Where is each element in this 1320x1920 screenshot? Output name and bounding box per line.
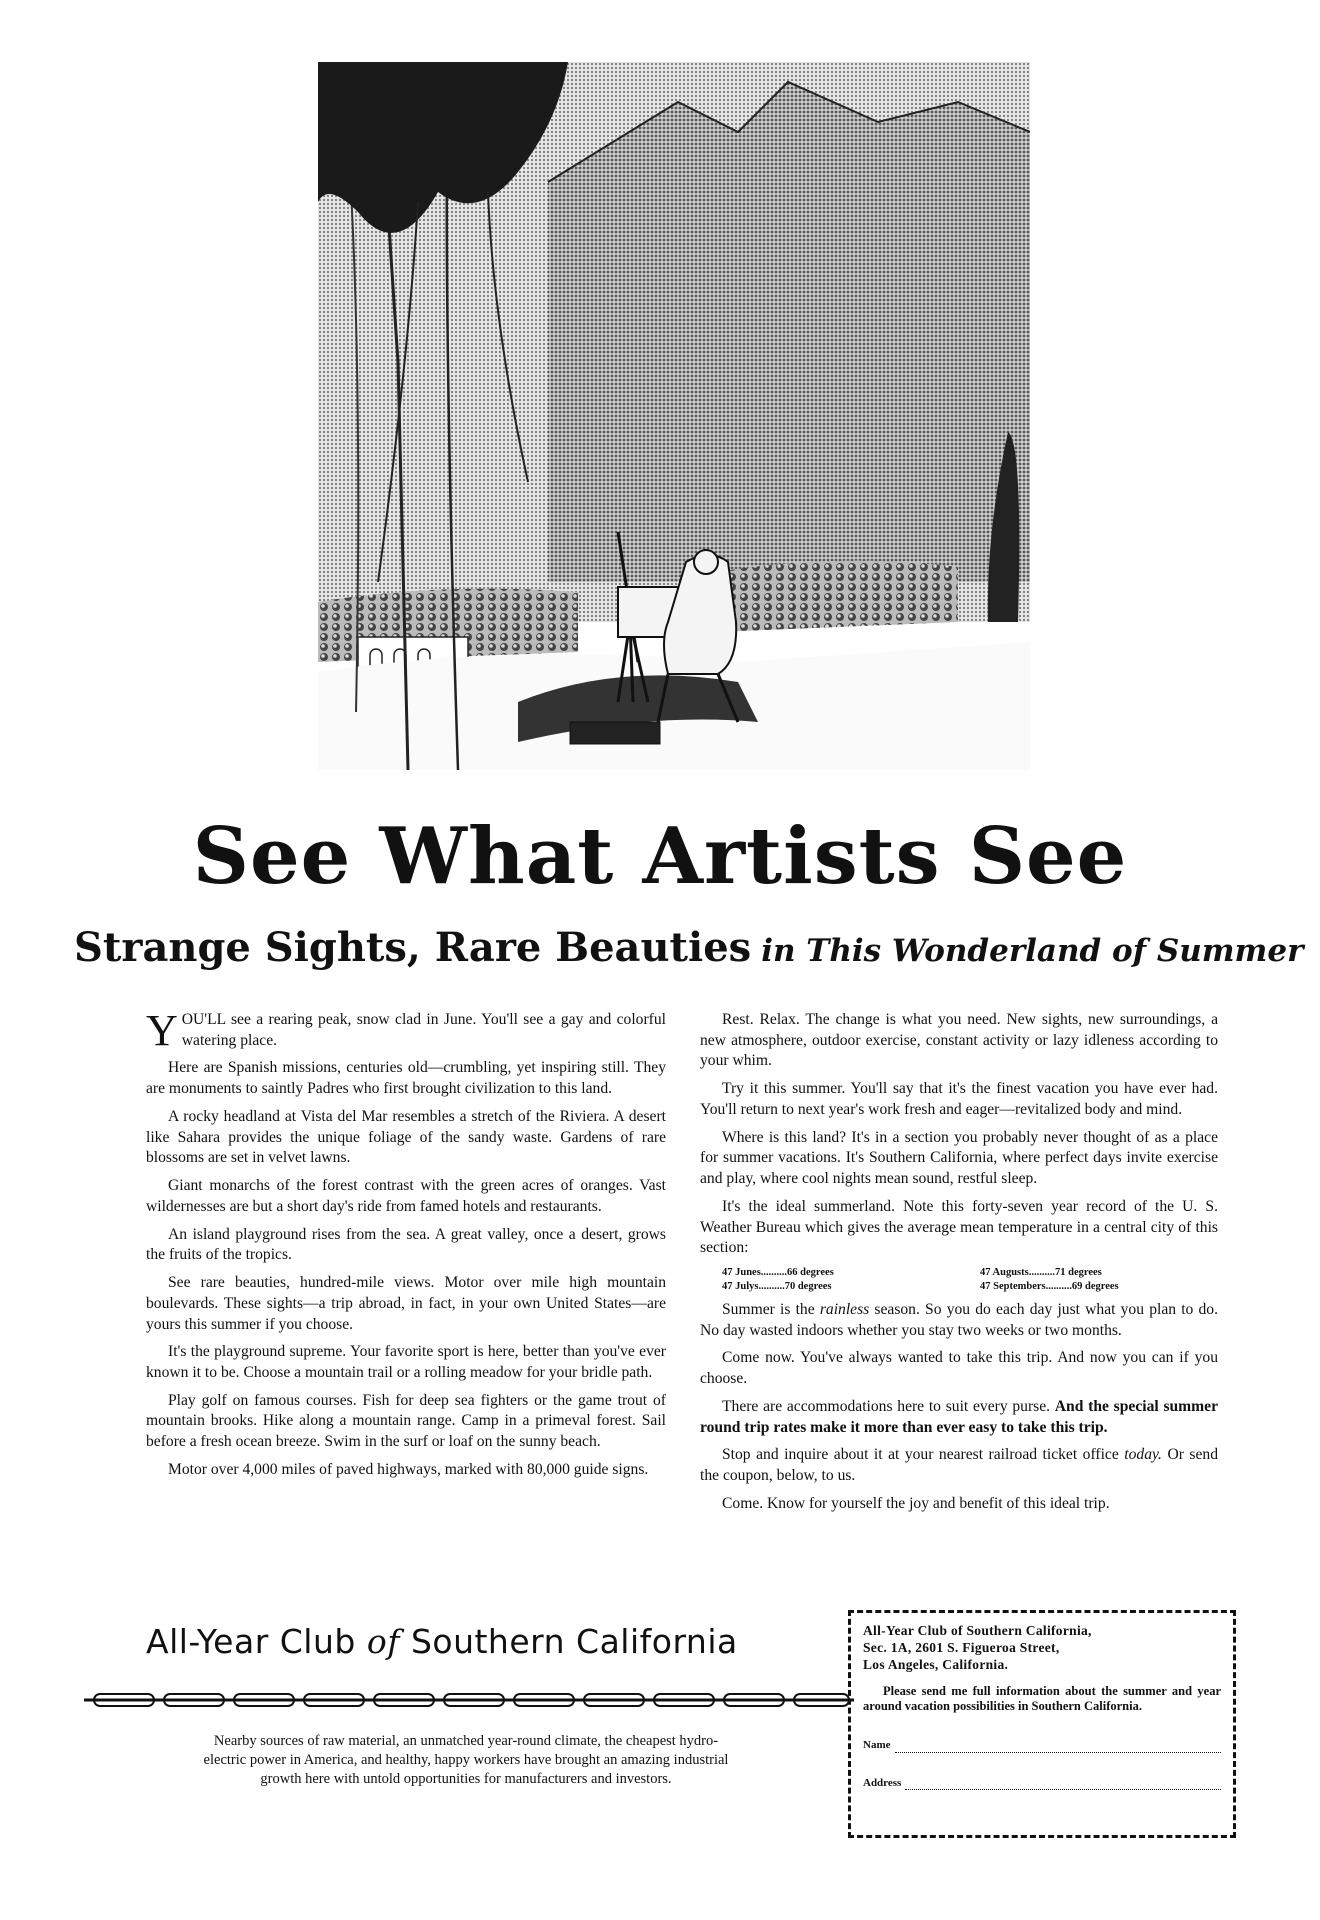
temperature-table (722, 1266, 1218, 1294)
right-paragraph: Come. Know for yourself the joy and benefit of this ideal trip. (722, 1494, 1110, 1512)
right-paragraph: It's the ideal summerland. Note this forty-seven year record of the U. S. Weather Bureau which gives the average mean temperature in a central city of this section: (700, 1197, 1218, 1257)
dropcap: Y (146, 1006, 178, 1055)
temperature-entry: 47 Junes..........66 degrees (722, 1267, 834, 1279)
right-column (700, 1010, 1218, 1522)
artist-landscape-illustration (318, 62, 1030, 770)
left-paragraph: See rare beauties, hundred-mile views. Motor over mile high mountain boulevards. These sights—a trip abroad, in fact, in your own United States—are yours this summer if you choose. (146, 1274, 666, 1333)
right-paragraph: Try it this summer. You'll say that it's the finest vacation you have ever had. You'll return to next year's work fresh and eager—revitalized body and mind. (700, 1080, 1218, 1118)
temperature-entry: 47 Augusts..........71 degrees (980, 1267, 1102, 1279)
left-paragraph: An island playground rises from the sea. A great valley, once a desert, grows the fruits of the tropics. (146, 1225, 666, 1264)
chain-divider (84, 1690, 854, 1710)
temperature-entry: 47 Septembers..........69 degrees (980, 1281, 1119, 1293)
club-signature: All-Year Club of Southern California (146, 1622, 738, 1661)
mountain (548, 82, 1030, 582)
left-paragraph: It's the playground supreme. Your favorite sport is here, better than you've ever known it to be. Choose a mountain trail or a rolling meadow for your bridle path. (146, 1343, 666, 1382)
headline: See What Artists See (192, 811, 1128, 902)
left-paragraph: Giant monarchs of the forest contrast with the green acres of oranges. Vast wildernesses are but a short day's ride from famed hotels and restaurants. (146, 1177, 666, 1215)
coupon-address: All-Year Club of Southern California, Sec. 1A, 2601 S. Figueroa Street, Los Angeles, California. (863, 1623, 1092, 1672)
subhead-main: Strange Sights, Rare Beauties (74, 924, 752, 971)
paint-box (570, 722, 660, 744)
left-paragraph: A rocky headland at Vista del Mar resembles a stretch of the Riviera. A desert like Sahara provides the unique foliage of the sandy waste. Gardens of rare blossoms are set in velvet lawns. (146, 1107, 666, 1167)
right-paragraph: Summer is the rainless season. So you do each day just what you plan to do. No day wasted indoors whether you stay two weeks or two months. (700, 1300, 1219, 1339)
coupon-address-field[interactable]: Address (863, 1777, 1221, 1791)
right-paragraph: Rest. Relax. The change is what you need. New sights, new surroundings, a new atmosphere, outdoor exercise, constant activity or lazy idleness according to your whim. (700, 1011, 1218, 1070)
coupon-request-text: Please send me full information about the summer and year around vacation possibilities in Southern California. (863, 1683, 1221, 1714)
coupon-name-field[interactable]: Name (863, 1739, 1221, 1753)
left-paragraph: Motor over 4,000 miles of paved highways, marked with 80,000 guide signs. (168, 1460, 649, 1478)
orange-grove-right (718, 561, 958, 632)
mail-coupon[interactable] (848, 1610, 1236, 1838)
subheadline (74, 924, 1304, 971)
left-paragraph: YOU'LL see a rearing peak, snow clad in June. You'll see a gay and colorful watering place. (146, 1006, 666, 1055)
left-paragraph: Play golf on famous courses. Fish for deep sea fighters or the game trout of mountain brooks. Hike along a mountain range. Camp in a primeval forest. Sail before a fresh ocean breeze. Swim in the surf or loaf on the sunny beach. (146, 1391, 666, 1451)
subhead-tail: in This Wonderland of Summer (761, 933, 1304, 969)
right-paragraph: Come now. You've always wanted to take this trip. And now you can if you choose. (700, 1349, 1218, 1388)
right-paragraph: There are accommodations here to suit every purse. And the special summer round trip rates make it more than ever easy to take this trip. (700, 1397, 1219, 1436)
left-paragraph: Here are Spanish missions, centuries old—crumbling, yet inspiring still. They are monuments to saintly Padres who first brought civilization to this land. (146, 1059, 666, 1098)
left-column (146, 1006, 666, 1488)
right-paragraph: Where is this land? It's in a section you probably never thought of as a place for summer vacations. It's Southern California, where perfect days invite exercise and play, where cool nights mean sound, restful sleep. (700, 1128, 1218, 1188)
temperature-entry: 47 Julys..........70 degrees (722, 1281, 832, 1293)
industrial-note: Nearby sources of raw material, an unmatched year-round climate, the cheapest hydro-electric power in America, and healthy, happy workers have brought an amazing industrial growth here with untold opportunities for manufacturers and investors. (203, 1733, 729, 1787)
right-paragraph: Stop and inquire about it at your nearest railroad ticket office today. Or send the coupon, below, to us. (700, 1446, 1218, 1485)
